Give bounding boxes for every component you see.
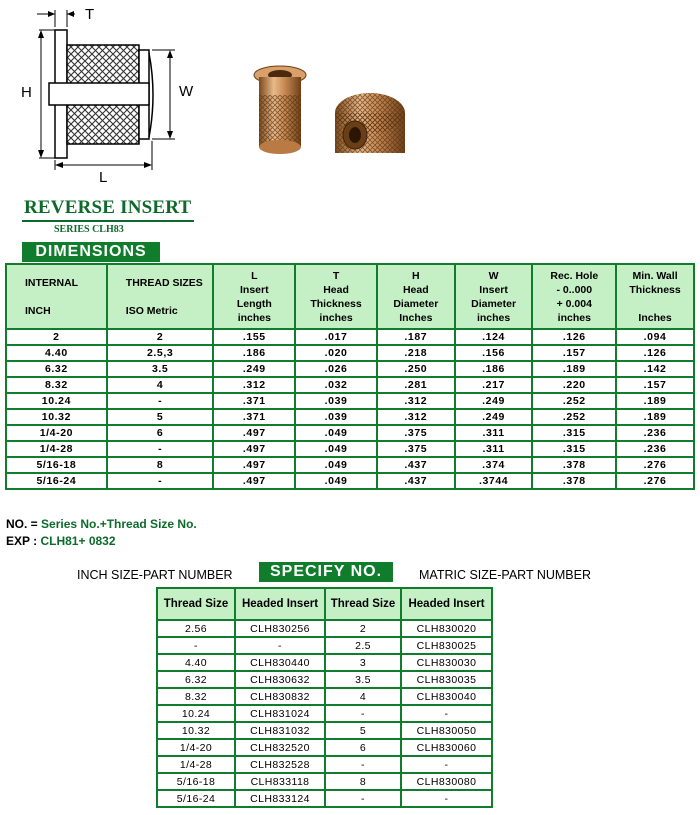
part-number-header-cell: Headed Insert: [235, 588, 325, 620]
table-cell: .186: [455, 361, 533, 377]
table-cell: .157: [532, 345, 616, 361]
table-cell: 8: [107, 457, 214, 473]
table-cell: 1/4-28: [6, 441, 107, 457]
note-exp-label: EXP :: [6, 534, 41, 548]
l-label: L: [99, 169, 108, 185]
table-row: [157, 671, 492, 688]
table-cell: .311: [455, 425, 533, 441]
header-line: INTERNAL: [25, 276, 79, 289]
header-line: Inches: [638, 311, 672, 324]
example-note: [6, 534, 116, 548]
table-row: [6, 377, 694, 393]
table-row: [157, 705, 492, 722]
header-line: L: [251, 269, 258, 282]
table-cell: .378: [532, 457, 616, 473]
part-number-header-row: [157, 588, 492, 620]
table-row: [6, 393, 694, 409]
table-row: [6, 457, 694, 473]
table-cell: 5: [107, 409, 214, 425]
inch-part-caption: INCH SIZE-PART NUMBER: [77, 568, 233, 582]
table-cell: 5/16-24: [6, 473, 107, 489]
header-line: Min. Wall: [632, 269, 678, 282]
table-row: [6, 409, 694, 425]
header-line: THREAD SIZES: [125, 276, 203, 289]
header-line: Diameter: [393, 297, 439, 310]
part-number-table: [156, 587, 493, 808]
header-line: Diameter: [471, 297, 517, 310]
table-cell: 2.56: [157, 620, 235, 637]
table-cell: .189: [532, 361, 616, 377]
table-cell: .220: [532, 377, 616, 393]
table-row: [6, 345, 694, 361]
table-cell: .017: [295, 329, 377, 345]
table-row: [157, 739, 492, 756]
table-cell: CLH830020: [401, 620, 492, 637]
table-cell: .039: [295, 409, 377, 425]
table-row: [157, 773, 492, 790]
w-label: W: [179, 83, 194, 100]
table-cell: 8: [325, 773, 401, 790]
table-cell: 10.24: [6, 393, 107, 409]
table-cell: -: [325, 756, 401, 773]
t-label: T: [85, 6, 95, 23]
table-cell: CLH830040: [401, 688, 492, 705]
table-cell: 5/16-24: [157, 790, 235, 807]
table-cell: CLH833118: [235, 773, 325, 790]
h-label: H: [21, 84, 32, 101]
table-cell: .252: [532, 409, 616, 425]
table-cell: CLH831032: [235, 722, 325, 739]
header-line: ISO Metric: [125, 304, 178, 317]
header-line: W: [488, 269, 499, 282]
table-cell: CLH830080: [401, 773, 492, 790]
table-cell: .375: [377, 441, 455, 457]
table-cell: CLH830035: [401, 671, 492, 688]
table-cell: 8.32: [157, 688, 235, 705]
dimensions-header-cell: [532, 264, 616, 329]
header-line: Head: [402, 283, 429, 296]
series-note: [6, 517, 197, 531]
table-cell: .142: [616, 361, 694, 377]
table-row: [6, 361, 694, 377]
table-cell: .032: [295, 377, 377, 393]
table-cell: .218: [377, 345, 455, 361]
table-cell: 5: [325, 722, 401, 739]
table-cell: -: [325, 790, 401, 807]
table-cell: 5/16-18: [6, 457, 107, 473]
table-cell: .276: [616, 457, 694, 473]
table-cell: CLH832520: [235, 739, 325, 756]
metric-part-caption: MATRIC SIZE-PART NUMBER: [419, 568, 592, 582]
table-cell: .155: [213, 329, 295, 345]
table-row: [157, 654, 492, 671]
dimensions-header-cell: [455, 264, 533, 329]
table-cell: .497: [213, 473, 295, 489]
table-cell: .437: [377, 473, 455, 489]
header-line: Head: [323, 283, 349, 296]
dimensions-banner: DIMENSIONS: [22, 242, 160, 262]
table-cell: 4: [107, 377, 214, 393]
table-cell: .375: [377, 425, 455, 441]
dimensions-header-cell: [295, 264, 377, 329]
table-row: [157, 756, 492, 773]
product-title: REVERSE INSERT: [24, 197, 192, 218]
dimensions-table: [5, 263, 695, 490]
series-subtitle: SERIES CLH83: [54, 224, 124, 235]
table-cell: .126: [616, 345, 694, 361]
dimensions-header-cell: [213, 264, 295, 329]
table-cell: .3744: [455, 473, 533, 489]
header-line: - 0..000: [556, 283, 593, 296]
note-exp-value: CLH81+ 0832: [40, 534, 116, 548]
table-cell: 2.5,3: [107, 345, 214, 361]
header-line: + 0.004: [556, 297, 592, 310]
table-cell: .126: [532, 329, 616, 345]
header-line: H: [412, 269, 420, 282]
note-no-label: NO. =: [6, 517, 42, 531]
table-cell: 6.32: [157, 671, 235, 688]
table-row: [157, 688, 492, 705]
table-cell: 6: [107, 425, 214, 441]
table-cell: 1/4-20: [157, 739, 235, 756]
table-cell: 6.32: [6, 361, 107, 377]
table-cell: .497: [213, 441, 295, 457]
table-cell: 8.32: [6, 377, 107, 393]
table-cell: .236: [616, 441, 694, 457]
table-cell: CLH830832: [235, 688, 325, 705]
table-cell: .049: [295, 457, 377, 473]
table-cell: .497: [213, 425, 295, 441]
table-cell: 1/4-20: [6, 425, 107, 441]
table-cell: .312: [377, 409, 455, 425]
header-line: inches: [237, 311, 271, 324]
table-cell: .249: [455, 409, 533, 425]
table-cell: CLH830632: [235, 671, 325, 688]
table-cell: CLH832528: [235, 756, 325, 773]
table-cell: 3.5: [107, 361, 214, 377]
table-cell: 10.24: [157, 705, 235, 722]
table-cell: CLH830030: [401, 654, 492, 671]
header-line: [25, 290, 106, 304]
table-cell: 2: [6, 329, 107, 345]
table-cell: .249: [213, 361, 295, 377]
table-cell: .374: [455, 457, 533, 473]
table-cell: -: [325, 705, 401, 722]
table-cell: .049: [295, 441, 377, 457]
table-cell: .250: [377, 361, 455, 377]
table-cell: 1/4-28: [157, 756, 235, 773]
table-cell: .189: [616, 393, 694, 409]
table-cell: -: [235, 637, 325, 654]
table-cell: 3: [325, 654, 401, 671]
table-cell: 6: [325, 739, 401, 756]
header-line: Rec. Hole: [550, 269, 599, 282]
table-cell: -: [401, 705, 492, 722]
table-cell: .187: [377, 329, 455, 345]
table-cell: .276: [616, 473, 694, 489]
table-cell: 3.5: [325, 671, 401, 688]
table-row: [6, 441, 694, 457]
header-line: Thickness: [629, 283, 681, 296]
table-cell: -: [107, 393, 214, 409]
table-cell: CLH830025: [401, 637, 492, 654]
table-cell: .378: [532, 473, 616, 489]
table-cell: 4: [325, 688, 401, 705]
table-cell: .124: [455, 329, 533, 345]
table-cell: CLH830050: [401, 722, 492, 739]
table-cell: 10.32: [157, 722, 235, 739]
insert-dimension-diagram: [15, 5, 215, 185]
table-cell: .311: [455, 441, 533, 457]
part-number-header-cell: Thread Size: [325, 588, 401, 620]
table-cell: .049: [295, 473, 377, 489]
table-cell: .371: [213, 409, 295, 425]
table-cell: .026: [295, 361, 377, 377]
table-cell: .039: [295, 393, 377, 409]
table-cell: -: [107, 441, 214, 457]
table-cell: .437: [377, 457, 455, 473]
table-cell: CLH830256: [235, 620, 325, 637]
table-cell: CLH833124: [235, 790, 325, 807]
table-cell: .094: [616, 329, 694, 345]
header-line: inches: [557, 311, 591, 324]
table-cell: CLH830440: [235, 654, 325, 671]
header-line: Length: [236, 297, 272, 310]
note-no-value: Series No.+Thread Size No.: [41, 517, 197, 531]
table-cell: .249: [455, 393, 533, 409]
table-cell: .049: [295, 425, 377, 441]
table-cell: 5/16-18: [157, 773, 235, 790]
header-line: inches: [476, 311, 511, 324]
table-cell: -: [157, 637, 235, 654]
table-cell: .312: [213, 377, 295, 393]
header-line: Insert: [240, 283, 269, 296]
header-line: T: [332, 269, 340, 282]
table-cell: 2: [325, 620, 401, 637]
table-row: [157, 722, 492, 739]
table-row: [6, 425, 694, 441]
table-cell: .281: [377, 377, 455, 393]
table-cell: .156: [455, 345, 533, 361]
header-line: INCH: [25, 304, 51, 317]
part-number-header-cell: Thread Size: [157, 588, 235, 620]
header-line: Insert: [479, 283, 508, 296]
dimensions-header-row: [6, 264, 694, 329]
table-cell: .497: [213, 457, 295, 473]
table-cell: 4.40: [157, 654, 235, 671]
table-cell: .217: [455, 377, 533, 393]
table-row: [6, 473, 694, 489]
header-line: [126, 290, 213, 304]
table-row: [157, 790, 492, 807]
table-cell: CLH831024: [235, 705, 325, 722]
table-cell: .189: [616, 409, 694, 425]
table-cell: .186: [213, 345, 295, 361]
dimensions-header-cell: [616, 264, 694, 329]
table-cell: .020: [295, 345, 377, 361]
table-cell: 2: [107, 329, 214, 345]
dimensions-header-cell: [107, 264, 214, 329]
table-cell: .315: [532, 425, 616, 441]
table-cell: .312: [377, 393, 455, 409]
table-cell: 2.5: [325, 637, 401, 654]
table-row: [157, 637, 492, 654]
part-number-header-cell: Headed Insert: [401, 588, 492, 620]
table-cell: -: [401, 756, 492, 773]
table-cell: .371: [213, 393, 295, 409]
table-cell: -: [401, 790, 492, 807]
table-row: [6, 329, 694, 345]
table-cell: -: [107, 473, 214, 489]
table-cell: .236: [616, 425, 694, 441]
table-cell: 4.40: [6, 345, 107, 361]
header-line: Inches: [399, 311, 433, 324]
table-cell: .157: [616, 377, 694, 393]
specify-banner: SPECIFY NO.: [259, 562, 393, 582]
header-line: [617, 297, 693, 311]
header-line: Thickness: [310, 297, 362, 310]
header-line: inches: [319, 311, 353, 324]
dimensions-header-cell: [6, 264, 107, 329]
table-cell: .252: [532, 393, 616, 409]
table-row: [157, 620, 492, 637]
dimensions-header-cell: [377, 264, 455, 329]
table-cell: .315: [532, 441, 616, 457]
title-divider: [22, 220, 194, 222]
table-cell: 10.32: [6, 409, 107, 425]
table-cell: CLH830060: [401, 739, 492, 756]
brass-insert-photo: [235, 55, 425, 175]
